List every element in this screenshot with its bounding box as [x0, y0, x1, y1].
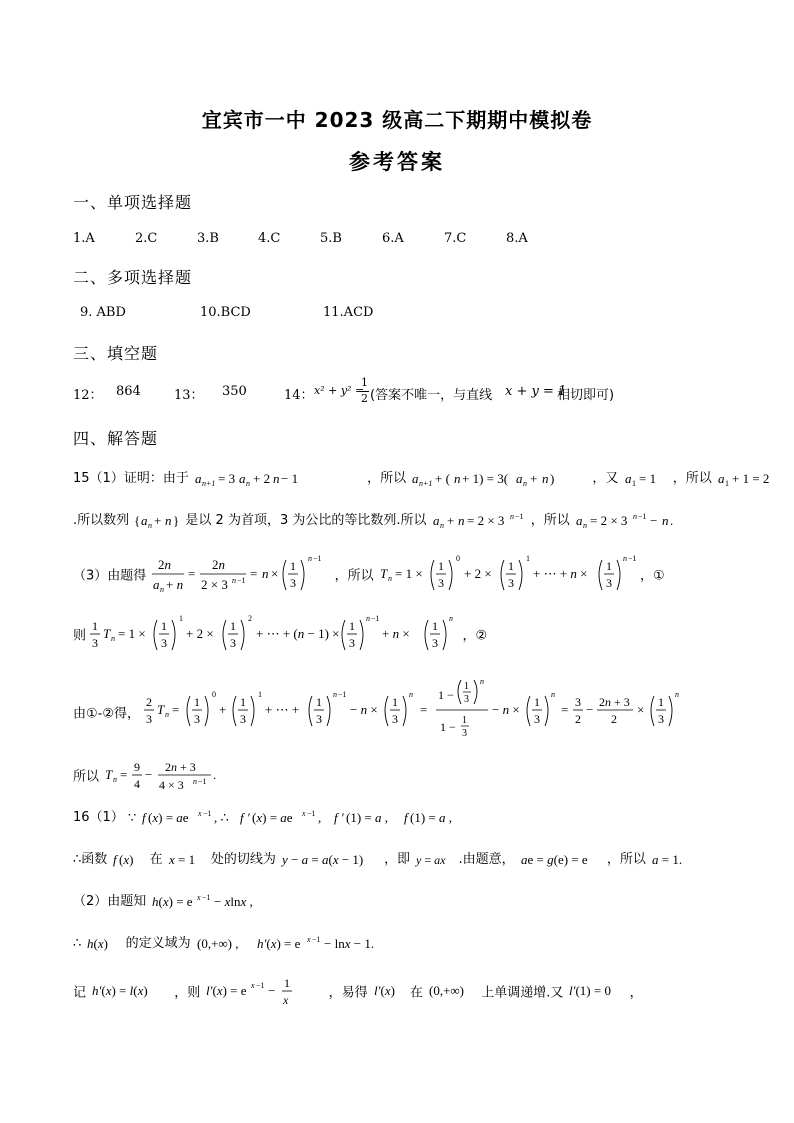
math-fx: [111, 850, 145, 870]
svg-text:n: n: [232, 576, 237, 585]
svg-text:3: 3: [349, 636, 356, 650]
math-general-term: [431, 511, 527, 531]
svg-text:1: 1: [284, 976, 291, 990]
svg-text:n: n: [582, 520, 587, 530]
svg-text:2 × 3: 2 × 3: [201, 577, 229, 592]
question-number: 12：: [73, 388, 103, 403]
text-segment: 15（1）证明：由于: [73, 471, 189, 486]
math-recurrence-transform: [410, 469, 588, 489]
svg-text:(x): (x): [119, 851, 134, 867]
svg-text:2: 2: [575, 712, 582, 726]
svg-text:1: 1: [392, 695, 399, 709]
svg-text:(1) = a ,: (1) = a ,: [345, 809, 388, 825]
svg-text:−: −: [145, 767, 153, 782]
svg-text:1: 1: [92, 619, 99, 633]
svg-text:1: 1: [290, 559, 297, 573]
svg-text:+ 2 ×: + 2 ×: [463, 566, 492, 581]
svg-text:a: a: [238, 470, 246, 486]
svg-text:=: =: [120, 767, 128, 782]
svg-text:(1) = a ,: (1) = a ,: [409, 809, 452, 825]
math-Tn-result: [103, 753, 253, 797]
svg-text:1: 1: [432, 619, 439, 633]
svg-text:1: 1: [194, 695, 201, 709]
svg-text:3: 3: [316, 712, 323, 726]
svg-text:x: x: [197, 892, 201, 902]
svg-text:−1: −1: [514, 511, 524, 521]
svg-text:l′(x) = e: l′(x) = e: [206, 983, 247, 998]
svg-text:+ n: + n: [166, 577, 184, 592]
page-title: 宜宾市一中 2023 级高二下期期中模拟卷: [201, 108, 593, 132]
svg-text:, ∴: , ∴: [213, 809, 229, 825]
svg-text:n+1: n+1: [201, 478, 216, 488]
svg-text:n: n: [165, 512, 172, 528]
section-heading-solutions: 四、解答题: [73, 429, 159, 448]
svg-text:n: n: [457, 512, 465, 528]
text-segment: 所以: [73, 769, 100, 785]
solution-line: [73, 932, 435, 954]
svg-text:1: 1: [724, 478, 729, 488]
svg-text:ae = g(e) = e: ae = g(e) = e: [520, 851, 588, 867]
svg-text:T: T: [157, 702, 165, 717]
svg-text:,: ,: [317, 809, 322, 825]
svg-text:f: f: [113, 851, 118, 867]
svg-text:f ′: f ′: [333, 809, 344, 825]
svg-text:9: 9: [134, 760, 141, 774]
text-segment: ∴函数: [73, 852, 108, 867]
svg-text:a: a: [153, 577, 160, 592]
svg-text:3: 3: [240, 712, 247, 726]
svg-text:−1: −1: [237, 576, 246, 585]
svg-text:h(x) = e: h(x) = e: [152, 893, 193, 909]
text-segment: 的定义域为: [125, 936, 191, 951]
svg-text:1 −: 1 −: [438, 688, 454, 702]
page-subtitle: 参考答案: [349, 150, 445, 174]
solution-line: [73, 890, 280, 912]
svg-text:1: 1: [349, 619, 356, 633]
svg-text:(x) = ae: (x) = ae: [251, 809, 293, 825]
svg-text:=: =: [250, 566, 258, 581]
svg-text:n: n: [160, 585, 165, 594]
svg-text:−1: −1: [256, 981, 265, 990]
svg-text:1: 1: [258, 690, 263, 699]
svg-text:=: =: [172, 702, 180, 717]
text-segment: ，: [629, 985, 643, 1001]
svg-text:1: 1: [658, 695, 665, 709]
math-recurrence: [193, 469, 363, 489]
svg-text:h(x): h(x): [87, 935, 109, 951]
math-x-eq-1: [167, 850, 207, 870]
section-heading-multi-choice: 二、多项选择题: [73, 268, 193, 287]
svg-text:= 1 ×: = 1 ×: [394, 566, 423, 581]
math-hx-eq-lx: [90, 973, 170, 1009]
solution-line: [73, 806, 528, 828]
svg-text:3: 3: [290, 576, 297, 590]
svg-text:3: 3: [658, 712, 665, 726]
answer-item: 1.A: [73, 231, 95, 246]
text-segment: .所以数列: [73, 513, 130, 528]
svg-text:+: +: [154, 512, 162, 528]
svg-text:n: n: [449, 614, 454, 623]
svg-text:x = 1: x = 1: [168, 851, 195, 867]
svg-text:{: {: [134, 512, 141, 528]
svg-text:3: 3: [92, 636, 99, 650]
svg-text:2n + 3: 2n + 3: [599, 695, 630, 709]
svg-text:1: 1: [316, 695, 323, 709]
text-segment: 上单调递增.又: [481, 985, 564, 1001]
answer-item: 864: [116, 384, 141, 399]
svg-text:+ 1 = 2: + 1 = 2: [731, 470, 770, 486]
math-third-power: [596, 552, 636, 596]
math-hx: [85, 934, 121, 954]
svg-text:n: n: [111, 634, 116, 643]
svg-text:a = 1.: a = 1.: [652, 851, 683, 867]
svg-text:): ): [550, 470, 555, 486]
text-segment: 在: [149, 852, 163, 867]
svg-text:0: 0: [212, 690, 217, 699]
solution-line: [73, 973, 643, 1009]
svg-text:n: n: [165, 710, 170, 719]
fraction-denominator: 2: [361, 392, 368, 405]
svg-text:+ 1) = 3(: + 1) = 3(: [462, 470, 509, 486]
svg-text:−1: −1: [202, 892, 211, 902]
svg-text:3: 3: [534, 712, 541, 726]
svg-text:2n: 2n: [212, 557, 226, 572]
svg-text:1: 1: [631, 478, 636, 488]
svg-text:3: 3: [146, 712, 153, 726]
svg-text:n+1: n+1: [419, 478, 433, 488]
math-sequence-set: [133, 511, 181, 531]
svg-text:− lnx − 1.: − lnx − 1.: [323, 935, 374, 951]
text-segment: ，①: [640, 568, 665, 584]
math-initial-sum: [716, 469, 780, 489]
svg-text:l′(1) = 0: l′(1) = 0: [569, 983, 612, 998]
svg-text:×: ×: [271, 566, 279, 581]
svg-text:3: 3: [194, 712, 201, 726]
svg-text:1: 1: [462, 715, 468, 726]
svg-text:T: T: [103, 626, 111, 641]
svg-text:2: 2: [248, 614, 253, 623]
answer-item: 6.A: [382, 231, 404, 246]
svg-text:1: 1: [605, 559, 612, 573]
svg-text:+ ⋯ + n ×: + ⋯ + n ×: [532, 566, 588, 581]
text-segment: 是以 2 为首项，3 为公比的等比数列.所以: [185, 513, 427, 528]
text-segment: ，即: [384, 852, 411, 867]
question-number: 14：: [284, 388, 314, 403]
svg-text:n: n: [272, 470, 280, 486]
svg-text:= 2 × 3: = 2 × 3: [589, 512, 628, 528]
svg-text:n: n: [262, 566, 269, 581]
svg-text:n: n: [148, 520, 153, 530]
text-segment: .由题意，: [458, 852, 515, 867]
answer-item: 3.B: [197, 231, 219, 246]
svg-text:3: 3: [392, 712, 399, 726]
answer-item: 8.A: [506, 231, 528, 246]
svg-text:−1: −1: [198, 777, 207, 786]
text-segment: 16（1）: [73, 810, 124, 825]
svg-text:n: n: [245, 478, 250, 488]
section-heading-single-choice: 一、单项选择题: [73, 193, 193, 212]
svg-text:a: a: [412, 470, 419, 486]
svg-text:n: n: [113, 775, 118, 784]
svg-text:−: −: [649, 512, 658, 528]
svg-text:+ 2: + 2: [252, 470, 271, 486]
svg-text:n: n: [366, 614, 371, 623]
text-segment: 记: [73, 985, 87, 1001]
svg-text:−1: −1: [627, 554, 636, 563]
svg-text:=: =: [561, 702, 569, 717]
svg-text:n: n: [509, 511, 514, 521]
svg-text:− xlnx ,: − xlnx ,: [214, 893, 254, 909]
svg-text:−: −: [586, 702, 594, 717]
svg-text:n: n: [632, 511, 637, 521]
math-bn-expression: [150, 552, 330, 596]
svg-text:T: T: [105, 767, 113, 782]
svg-text:3: 3: [464, 694, 470, 705]
svg-text:}: }: [173, 512, 180, 528]
svg-text:1: 1: [161, 619, 168, 633]
svg-text:h′(x) = e: h′(x) = e: [256, 935, 301, 951]
svg-text:+: +: [530, 470, 538, 486]
question-number: 13：: [174, 388, 204, 403]
svg-text:1: 1: [230, 619, 237, 633]
math-subtraction-result: [144, 677, 684, 747]
svg-text:a: a: [432, 512, 440, 528]
answer-item: 4.C: [258, 231, 281, 246]
svg-text:(0,+∞): (0,+∞): [429, 983, 465, 998]
text-segment: ，则: [174, 985, 201, 1001]
svg-text:n: n: [439, 520, 444, 530]
svg-text:n: n: [622, 554, 627, 563]
math-interval: [427, 973, 477, 1009]
svg-text:+ ⋯ + (n − 1) ×: + ⋯ + (n − 1) ×: [256, 626, 340, 641]
svg-text:n: n: [409, 690, 414, 699]
svg-text:3: 3: [575, 695, 582, 709]
answer-item: 350: [222, 384, 247, 399]
math-third-Tn-sum: [90, 612, 420, 656]
svg-text:− 1: − 1: [280, 470, 299, 486]
svg-text:+ n ×: + n ×: [382, 626, 410, 641]
text-segment: （2）由题知: [73, 894, 147, 909]
svg-text:f: f: [141, 809, 146, 825]
svg-text:0: 0: [455, 554, 460, 563]
math-hx-def: [150, 892, 280, 912]
svg-text:x: x: [197, 808, 202, 818]
svg-text:1 −: 1 −: [440, 720, 456, 734]
answer-note: (答案不唯一，与直线: [370, 388, 493, 403]
svg-text:=: =: [188, 566, 196, 581]
svg-text:x: x: [251, 981, 256, 990]
svg-text:n: n: [675, 690, 680, 699]
svg-text:−1: −1: [371, 614, 380, 623]
answer-item: 2.C: [135, 231, 158, 246]
svg-text:1: 1: [525, 554, 530, 563]
svg-text:x: x: [283, 993, 289, 1007]
svg-text:×: ×: [637, 702, 645, 717]
svg-text:+ ⋯ +: + ⋯ +: [265, 702, 300, 717]
svg-text:y − a = a(x − 1): y − a = a(x − 1): [282, 851, 364, 867]
math-initial-value: [623, 469, 669, 489]
text-segment: ，又: [592, 471, 619, 486]
svg-text:1: 1: [534, 695, 541, 709]
solution-line: [73, 753, 253, 797]
svg-text:+: +: [219, 702, 227, 717]
svg-text:a: a: [717, 470, 725, 486]
svg-text:= 2 × 3: = 2 × 3: [466, 512, 505, 528]
svg-text:T: T: [379, 566, 387, 581]
text-segment: ，②: [462, 628, 488, 644]
solution-line: [73, 552, 665, 596]
math-an-formula: [574, 511, 682, 531]
svg-text:=: =: [420, 702, 428, 717]
math-derivative-f: [128, 808, 528, 828]
svg-text:x: x: [306, 934, 311, 944]
svg-text:− n ×: − n ×: [350, 702, 378, 717]
text-segment: 由①-②得，: [73, 706, 140, 722]
svg-text:x: x: [301, 808, 306, 818]
text-segment: ，所以: [530, 513, 570, 528]
svg-text:3: 3: [230, 636, 237, 650]
svg-text:= 1 ×: = 1 ×: [118, 626, 146, 641]
svg-text:4 × 3: 4 × 3: [159, 778, 184, 792]
svg-text:h′(x) = l(x): h′(x) = l(x): [92, 983, 148, 998]
solution-line: [73, 677, 684, 747]
svg-text:(0,+∞) ,: (0,+∞) ,: [196, 935, 239, 951]
fraction-numerator: 1: [361, 376, 368, 389]
text-segment: ∴: [73, 936, 82, 951]
svg-text:2n: 2n: [158, 557, 172, 572]
text-segment: 则: [73, 628, 87, 644]
answer-item: 9. ABD: [80, 305, 126, 320]
math-a-eq-1: [650, 850, 690, 870]
answer-item: 7.C: [444, 231, 467, 246]
tangent-line-equation: x + y = 1: [505, 384, 567, 399]
math-domain-and-derivative: [195, 934, 435, 954]
text-segment: ，所以: [672, 471, 712, 486]
svg-text:−1: −1: [311, 934, 321, 944]
svg-text:−1: −1: [306, 808, 316, 818]
svg-text:−1: −1: [202, 808, 212, 818]
svg-text:n: n: [454, 470, 461, 486]
svg-text:= 3: = 3: [217, 470, 236, 486]
svg-text:a: a: [624, 470, 632, 486]
svg-text:n: n: [542, 470, 549, 486]
math-Tn-sum: [378, 552, 598, 596]
svg-text:y = ax: y = ax: [416, 852, 446, 867]
svg-text:−1: −1: [313, 554, 322, 563]
math-tangent-line: [280, 850, 380, 870]
svg-text:3: 3: [437, 576, 444, 590]
svg-text:+ 2 ×: + 2 ×: [186, 626, 214, 641]
text-segment: ，所以: [334, 568, 374, 584]
svg-text:l′(x): l′(x): [373, 983, 395, 998]
svg-text:a: a: [575, 512, 583, 528]
math-third-power-n: [422, 612, 458, 656]
svg-text:a: a: [141, 512, 148, 528]
svg-text:n: n: [387, 574, 392, 583]
math-lprime-1: [567, 973, 625, 1009]
svg-text:= 1: = 1: [638, 470, 656, 486]
svg-text:2n + 3: 2n + 3: [165, 760, 196, 774]
svg-text:n: n: [193, 777, 198, 786]
text-segment: （3）由题得: [73, 568, 147, 584]
svg-text:1: 1: [464, 681, 470, 692]
svg-text:+: +: [446, 512, 454, 528]
svg-text:n: n: [551, 690, 556, 699]
svg-text:f ′: f ′: [239, 809, 250, 825]
solution-line: [73, 467, 780, 489]
svg-text:+ (: + (: [435, 470, 451, 486]
svg-text:3: 3: [507, 576, 514, 590]
math-lprime: [204, 973, 324, 1009]
svg-text:3: 3: [161, 636, 168, 650]
text-segment: ，易得: [328, 985, 368, 1001]
svg-text:a: a: [516, 470, 523, 486]
svg-text:n: n: [661, 512, 669, 528]
svg-text:− n ×: − n ×: [492, 702, 520, 717]
svg-text:1: 1: [437, 559, 444, 573]
svg-text:.: .: [213, 767, 217, 782]
math-y-eq-ax: [414, 850, 454, 870]
svg-text:−1: −1: [338, 690, 347, 699]
answer-note: 相切即可): [557, 388, 615, 403]
svg-text:.: .: [669, 512, 674, 528]
circle-equation: x² + y² =: [314, 384, 365, 397]
svg-text:∵: ∵: [127, 809, 137, 825]
answer-item: 11.ACD: [323, 305, 374, 320]
svg-text:1: 1: [240, 695, 247, 709]
svg-text:1: 1: [179, 614, 184, 623]
svg-text:−1: −1: [637, 511, 647, 521]
text-segment: ，所以: [367, 471, 407, 486]
svg-text:(x) = ae: (x) = ae: [147, 809, 189, 825]
text-segment: 处的切线为: [210, 852, 276, 867]
solution-line: [73, 612, 487, 656]
svg-text:f: f: [403, 809, 408, 825]
svg-text:3: 3: [462, 728, 468, 739]
svg-text:a: a: [194, 470, 202, 486]
svg-text:−: −: [268, 983, 276, 998]
section-heading-fill-blank: 三、填空题: [73, 344, 159, 363]
svg-text:1: 1: [507, 559, 514, 573]
svg-text:2: 2: [146, 695, 153, 709]
solution-line: [73, 848, 690, 870]
svg-text:2: 2: [611, 712, 618, 726]
solution-line: [73, 509, 682, 531]
svg-text:4: 4: [134, 777, 141, 791]
math-lprime-x: [372, 973, 406, 1009]
answer-item: 5.B: [320, 231, 342, 246]
text-segment: 在: [409, 985, 423, 1001]
svg-text:3: 3: [432, 636, 439, 650]
svg-text:n: n: [308, 554, 313, 563]
text-segment: ，所以: [606, 852, 646, 867]
svg-text:n: n: [480, 677, 485, 686]
svg-text:3: 3: [605, 576, 612, 590]
answer-item: 10.BCD: [200, 305, 251, 320]
svg-text:n: n: [523, 478, 528, 488]
math-ae-eq-ge: [519, 850, 603, 870]
svg-text:n: n: [333, 690, 338, 699]
